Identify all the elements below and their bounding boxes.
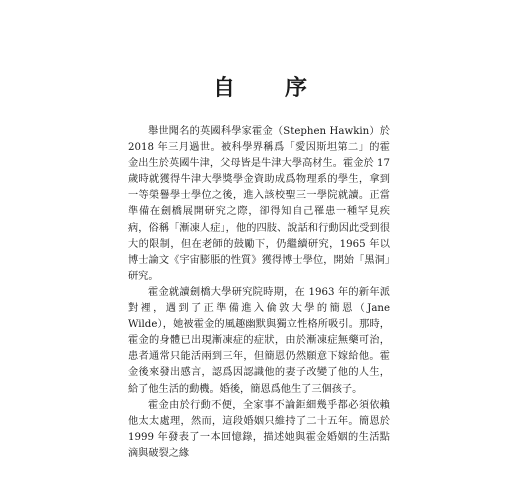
paragraph: 霍金就讀劍橋大學研究院時期，在 1963 年的新年派對裡，遇到了正準備進入倫敦大學的簡恩（Jane Wilde），她被霍金的風趣幽默與獨立性格所吸引。那時，霍金的身體已出現漸凍症的症狀，由於漸凍症無藥可治，患者通常只能活兩到三年，但簡恩仍然願意下嫁給他。霍金後來發出感言，認爲因認識他的妻子改變了他的人生，給了他生活的動機。婚後，簡恩爲他生了三個孩子。	[128, 286, 390, 395]
paragraph: 霍金由於行動不便，全家事不論鉅細幾乎都必須依賴他太太處理，然而，這段婚姻只維持了二十五年。簡恩於 1999 年發表了一本回憶錄，描述她與霍金婚姻的生活點滴與破裂之緣	[128, 399, 390, 459]
body-text	[128, 124, 390, 462]
paragraph: 舉世聞名的英國科學家霍金（Stephen Hawkin）於 2018 年三月過世。被科學界稱爲「愛因斯坦第二」的霍金出生於英國牛津，父母皆是牛津大學高材生。霍金於 17 歲時就獲得牛津大學獎學金資助成爲物理系的學生，拿到一等榮譽學士學位之後，進入該校聖三一學院就讀。正當準備在劍橋展開研究之際，卻得知自己罹患一種罕見疾病，俗稱「漸凍人症」，他的四肢、說話和行動因此受到很大的限制，但在老師的鼓勵下，仍繼續研究，1965 年以博士論文《宇宙膨脹的性質》獲得博士學位，開始「黑洞」研究。	[128, 126, 390, 282]
page-title: 自 序	[212, 75, 321, 101]
